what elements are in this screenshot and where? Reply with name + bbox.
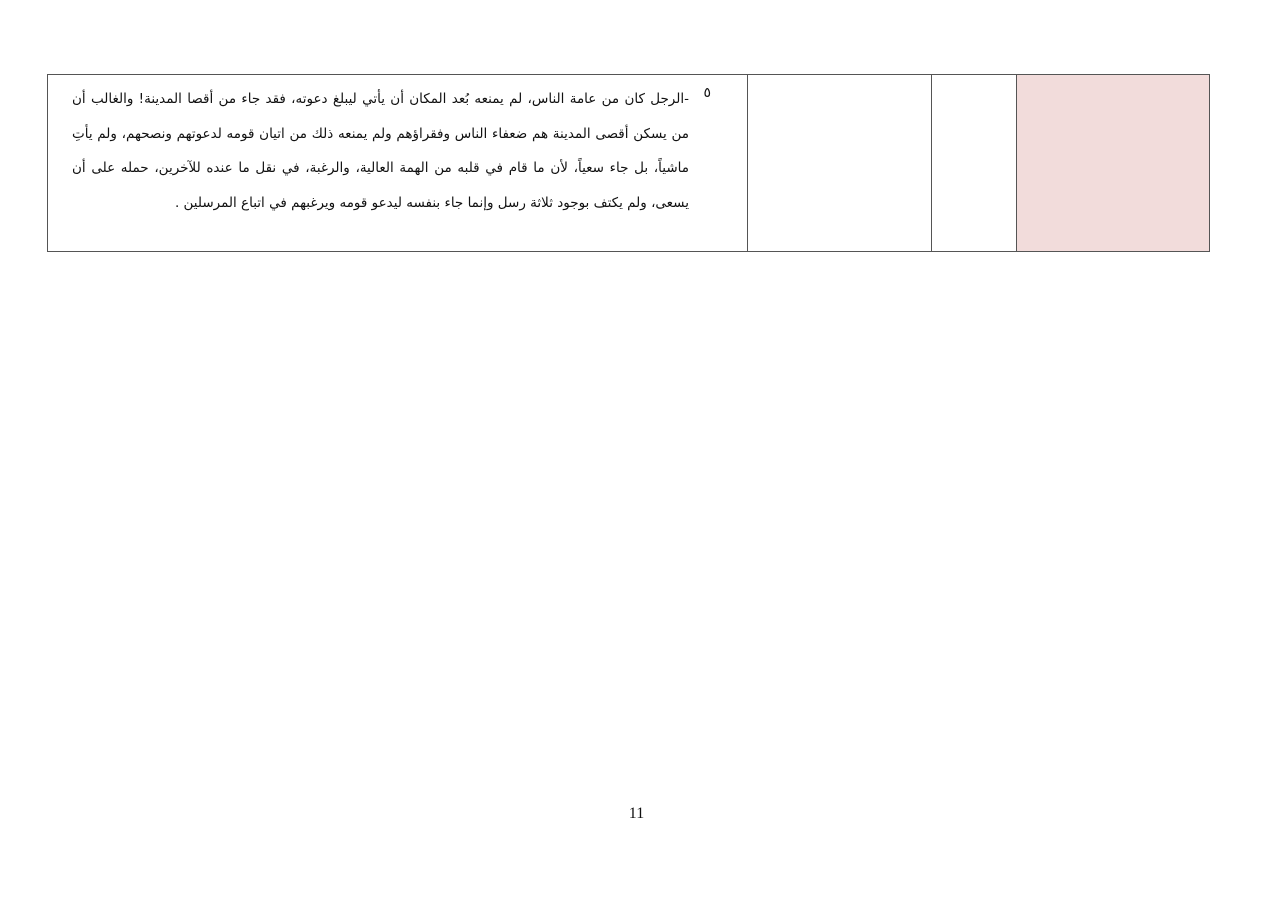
highlighted-cell (1017, 75, 1210, 252)
empty-cell-2 (932, 75, 1017, 252)
page-number: 11 (628, 805, 645, 822)
table-row (48, 75, 1210, 252)
item-text: -الرجل كان من عامة الناس، لم يمنعه بُعد المكان أن يأتي ليبلغ دعوته، فقد جاء من أقصا المدينة! والغالب أن من يسكن أقصى المدينة هم ضعفاء الناس وفقراؤهم ولم يمنعه ذلك من اتيان قومه لدعوتهم ونصحهم، ولم يأتِ ماشياً، بل جاء سعياً، لأن ما قام في قلبه من الهمة العالية، والرغبة، في نقل ما عنده للآخرين، حمله على أن يسعى، ولم يكتف بوجود ثلاثة رسل وإنما جاء بنفسه ليدعو قومه ويرغبهم في اتباع المرسلين . (72, 91, 689, 211)
text-cell (48, 75, 748, 252)
item-number: ٥ (703, 85, 711, 101)
text-cell-content (48, 75, 747, 251)
empty-cell-1 (748, 75, 932, 252)
content-table (47, 74, 1210, 252)
